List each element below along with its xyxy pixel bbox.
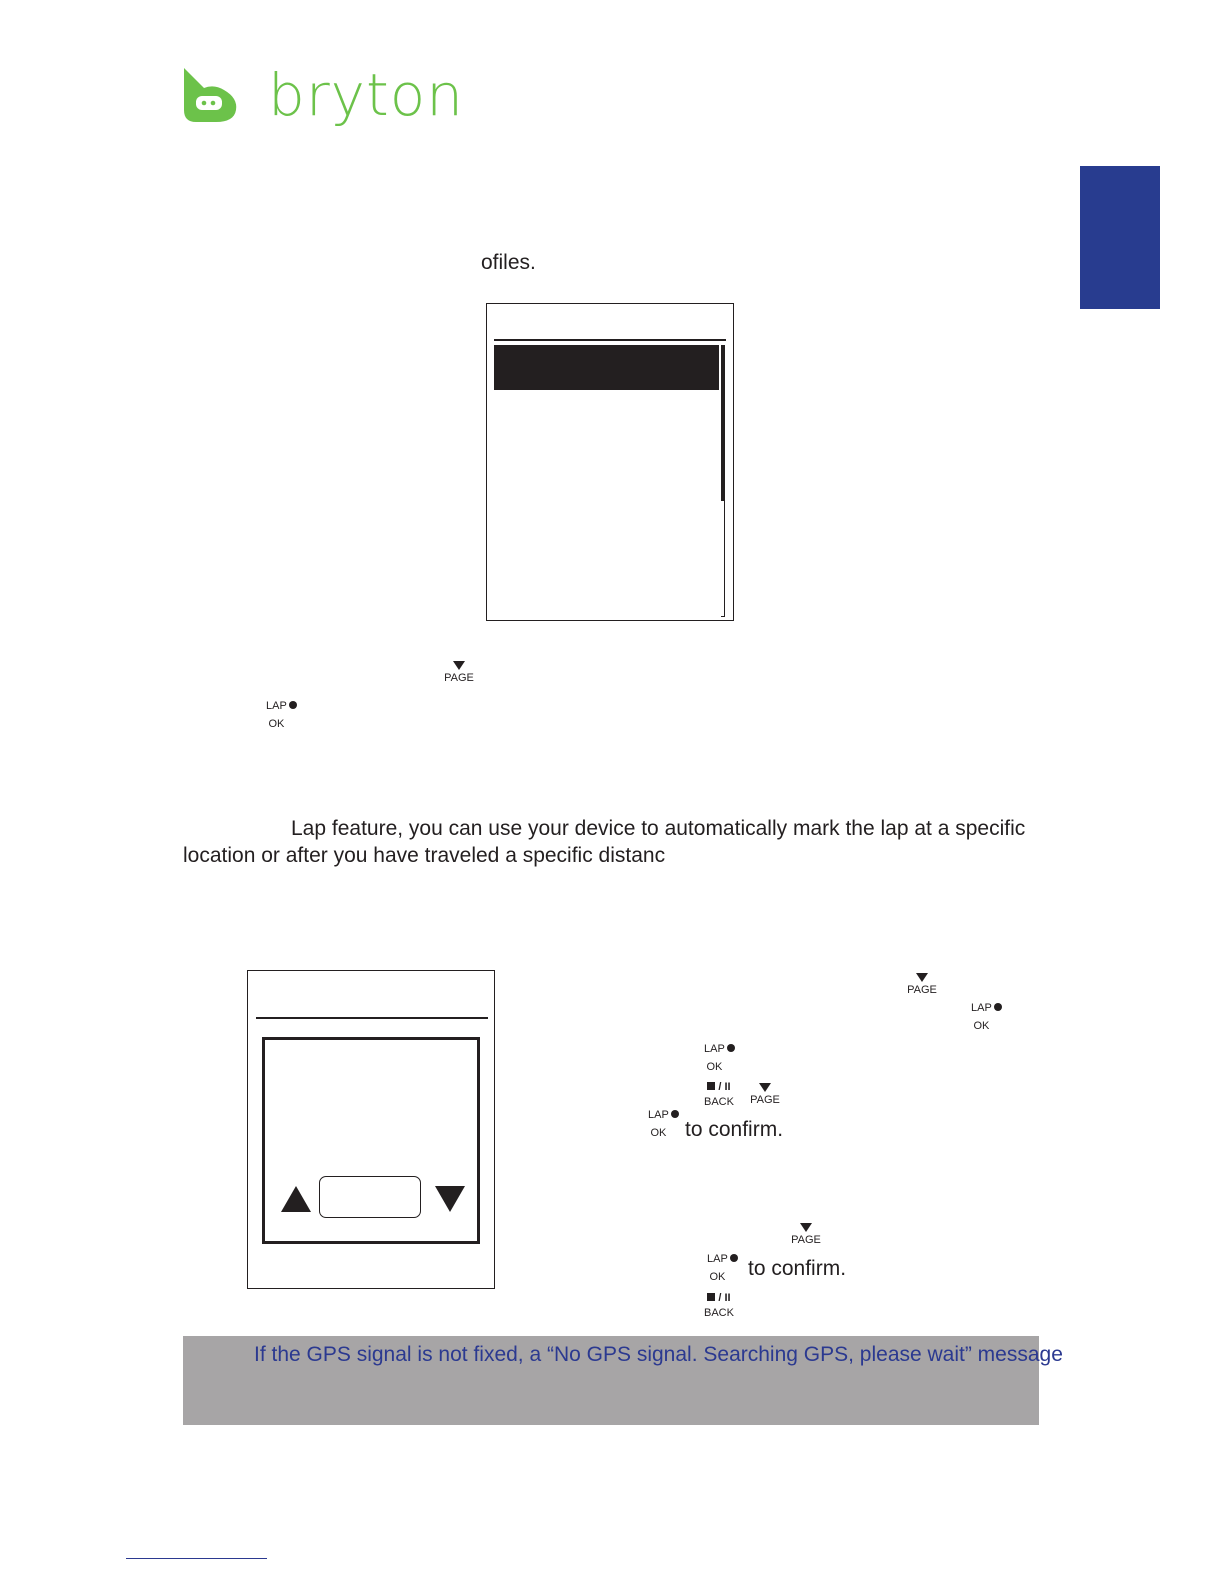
brand-name: bryton — [268, 61, 464, 129]
lap-ok-icon: LAP OK — [648, 1109, 679, 1139]
confirm-text: to confirm. — [685, 1118, 784, 1141]
note-box — [183, 1336, 1063, 1425]
screen-title-divider — [256, 1017, 488, 1019]
footer-rule — [126, 1558, 267, 1559]
value-field — [319, 1176, 421, 1218]
lap-ok-icon: LAP OK — [707, 1253, 738, 1283]
value-dialog — [262, 1037, 480, 1244]
up-arrow-icon — [281, 1186, 311, 1212]
back-icon: / II BACK — [704, 1081, 734, 1108]
page-down-icon: PAGE — [791, 1223, 821, 1246]
lap-ok-icon: LAP OK — [266, 700, 297, 730]
page-down-icon: PAGE — [907, 973, 937, 996]
intro-fragment: ofiles. — [481, 251, 536, 274]
bryton-logo — [182, 61, 464, 136]
page-down-icon: PAGE — [750, 1083, 780, 1106]
back-icon: / II BACK — [704, 1292, 734, 1319]
auto-lap-paragraph-line1: Lap feature, you can use your device to automatically mark the lap at a specific — [291, 817, 1026, 840]
down-arrow-icon — [435, 1186, 465, 1212]
selected-list-item — [494, 345, 719, 390]
screen-title-divider — [494, 339, 726, 341]
page-down-icon: PAGE — [444, 661, 474, 684]
gps-note-text: If the GPS signal is not fixed, a “No GPS signal. Searching GPS, please wait” message — [254, 1343, 1063, 1366]
confirm-text: to confirm. — [748, 1257, 847, 1280]
scrollbar-thumb — [721, 345, 724, 501]
bryton-logo-icon — [182, 66, 242, 126]
auto-lap-paragraph-line2: location or after you have traveled a specific distanc — [183, 844, 666, 867]
chapter-side-tab — [1080, 166, 1160, 309]
device-screen-profiles — [486, 303, 734, 621]
lap-ok-icon: LAP OK — [704, 1043, 735, 1073]
device-screen-autolap — [247, 970, 495, 1289]
lap-ok-icon: LAP OK — [971, 1002, 1002, 1032]
